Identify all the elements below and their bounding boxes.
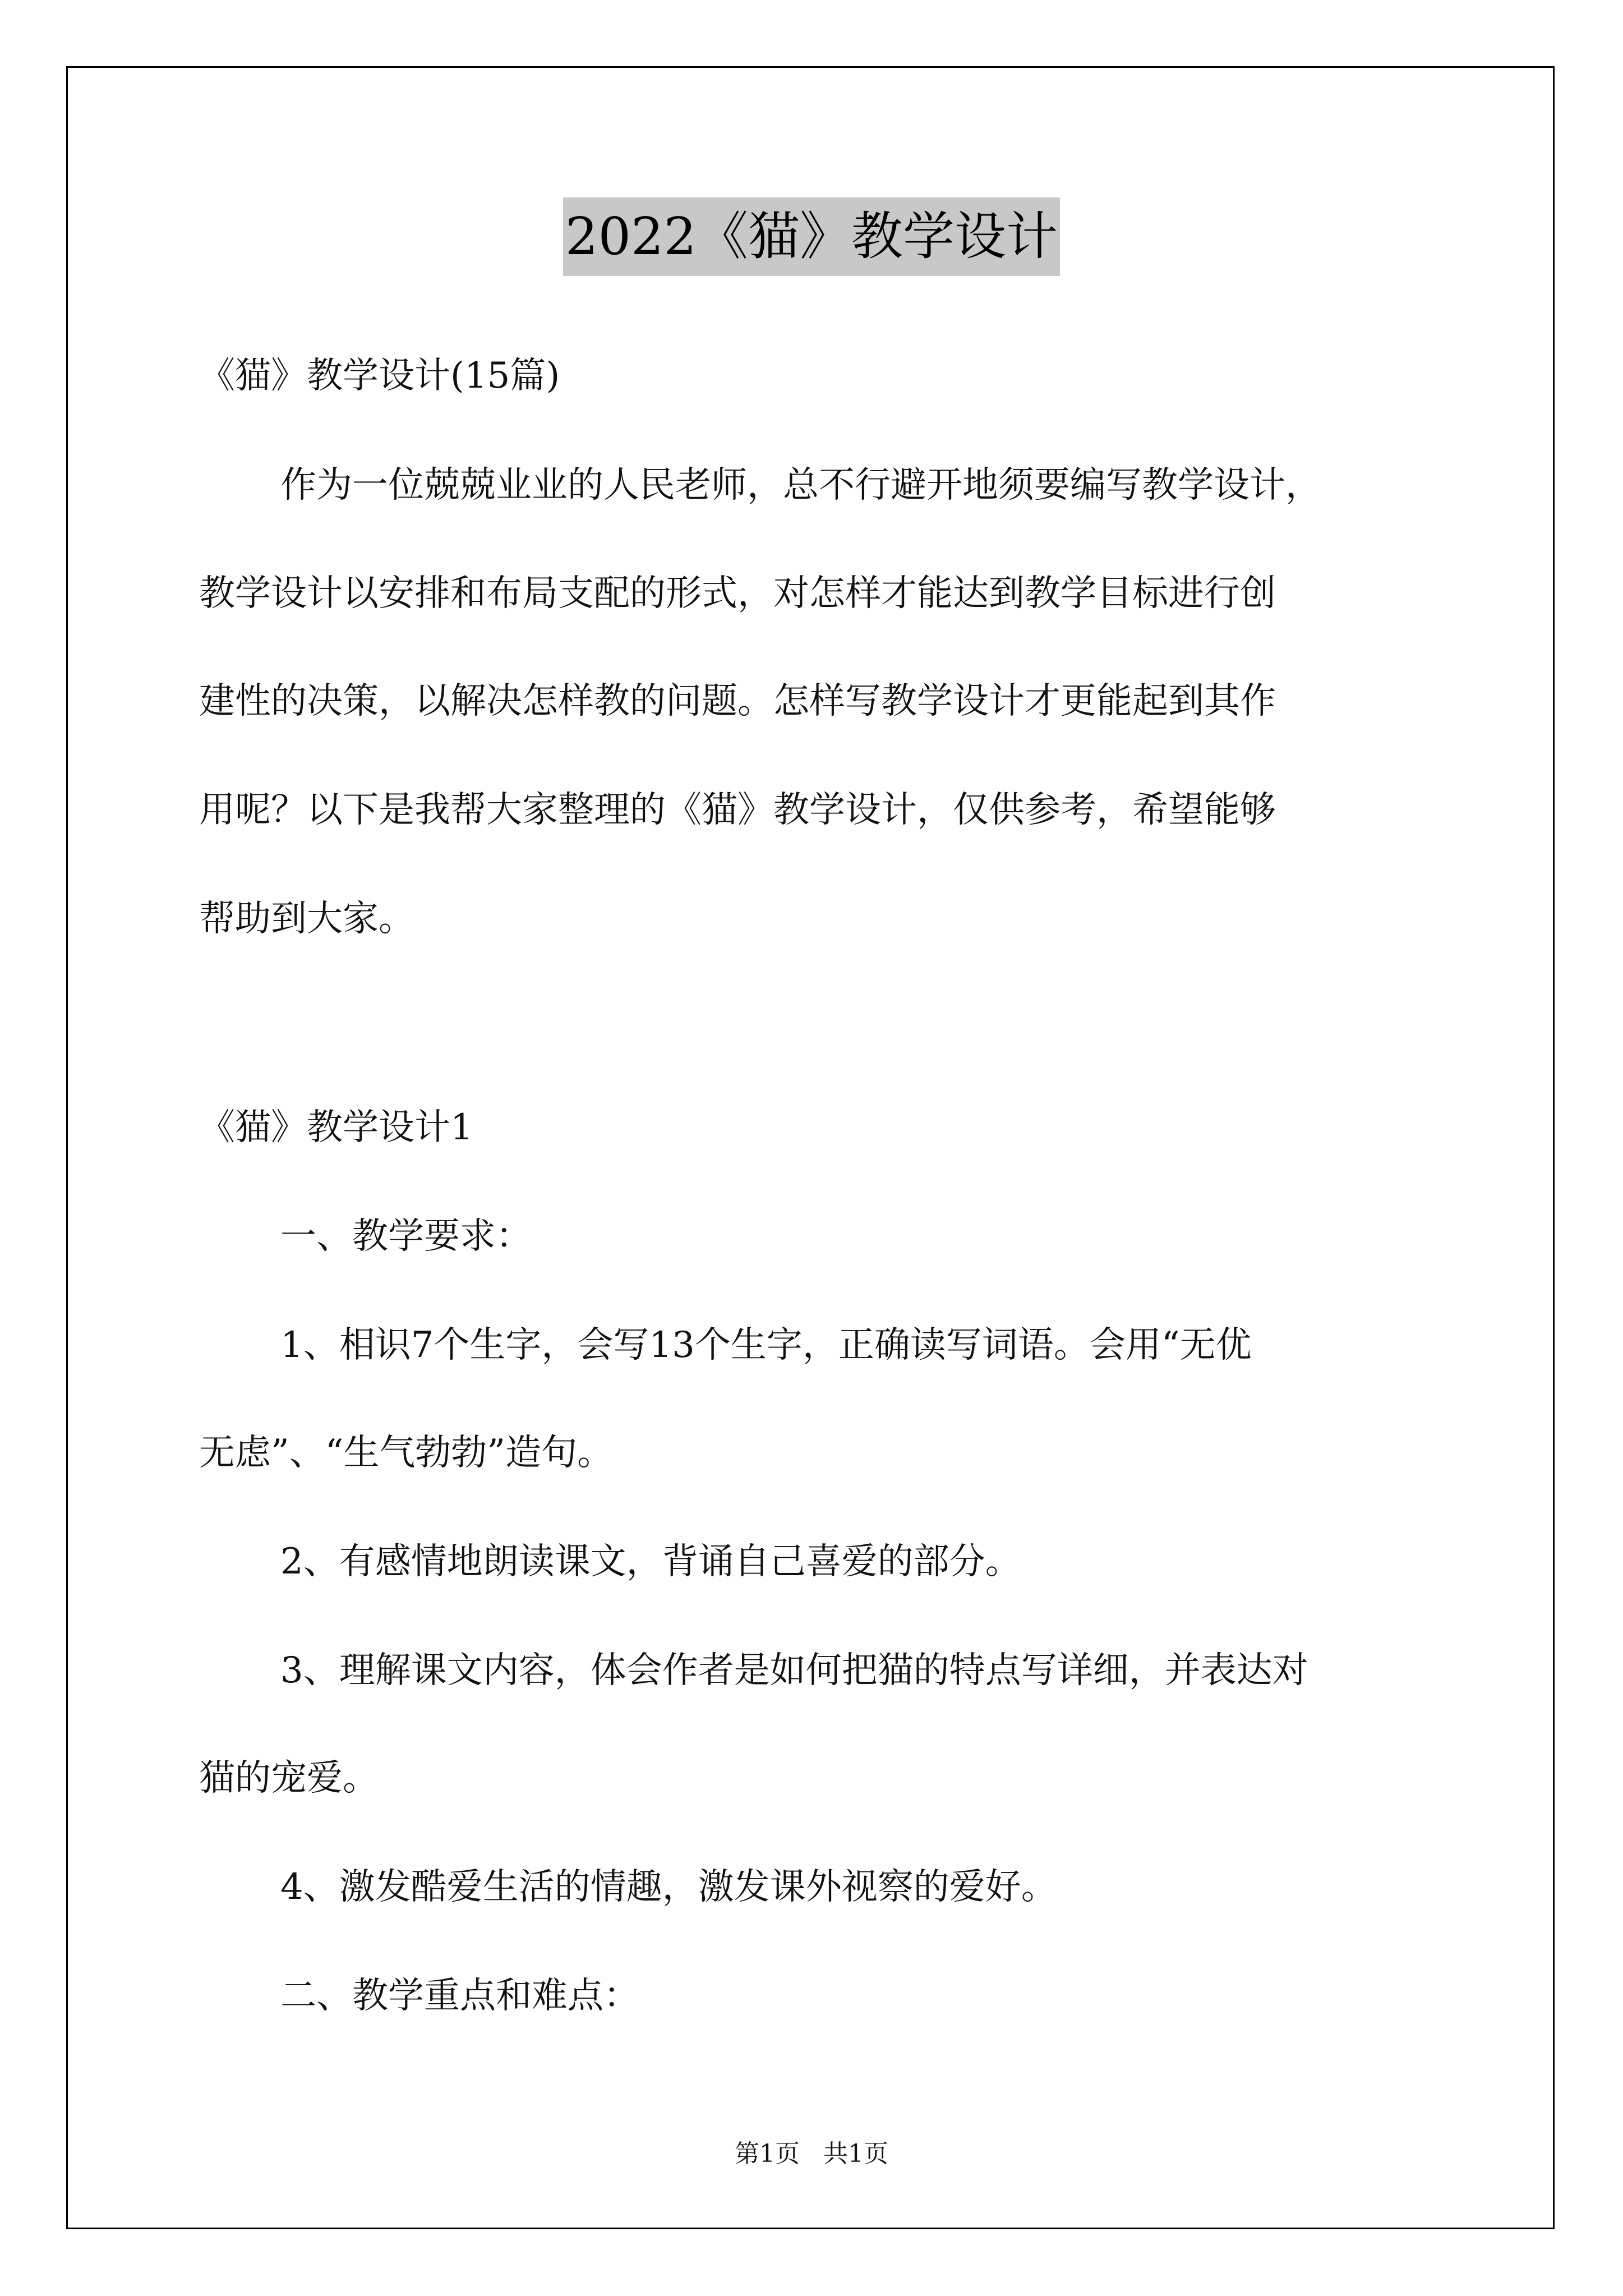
page-footer <box>0 2137 1623 2171</box>
subsection-heading: 二、教学重点和难点： <box>280 1975 639 2017</box>
title-container <box>0 197 1623 276</box>
paragraph-line: 作为一位兢兢业业的人民老师，总不行避开地须要编写教学设计， <box>280 464 1321 506</box>
document-subtitle: 《猫》教学设计(15篇) <box>199 355 560 397</box>
list-item-line: 无虑”、“生气勃勃”造句。 <box>199 1432 614 1474</box>
list-item-line: 4、激发酷爱生活的情趣，激发课外视察的爱好。 <box>280 1866 1057 1908</box>
paragraph-line: 帮助到大家。 <box>199 898 414 940</box>
list-item-line: 2、有感情地朗读课文，背诵自己喜爱的部分。 <box>280 1541 1021 1582</box>
list-item-line: 3、理解课文内容，体会作者是如何把猫的特点写详细，并表达对 <box>280 1650 1308 1691</box>
list-item-line: 1、相识7个生字，会写13个生字，正确读写词语。会用“无优 <box>280 1324 1252 1366</box>
page-total: 共1页 <box>823 2139 888 2168</box>
paragraph-line: 教学设计以安排和布局支配的形式，对怎样才能达到教学目标进行创 <box>199 573 1276 614</box>
subsection-heading: 一、教学要求： <box>280 1216 532 1257</box>
document-title: 2022《猫》教学设计 <box>563 197 1060 276</box>
section-heading: 《猫》教学设计1 <box>199 1107 473 1148</box>
paragraph-line: 建性的决策，以解决怎样教的问题。怎样写教学设计才更能起到其作 <box>199 680 1276 722</box>
list-item-line: 猫的宠爱。 <box>199 1757 379 1799</box>
page-number: 第1页 <box>735 2139 800 2168</box>
paragraph-line: 用呢？以下是我帮大家整理的《猫》教学设计，仅供参考，希望能够 <box>199 789 1276 831</box>
